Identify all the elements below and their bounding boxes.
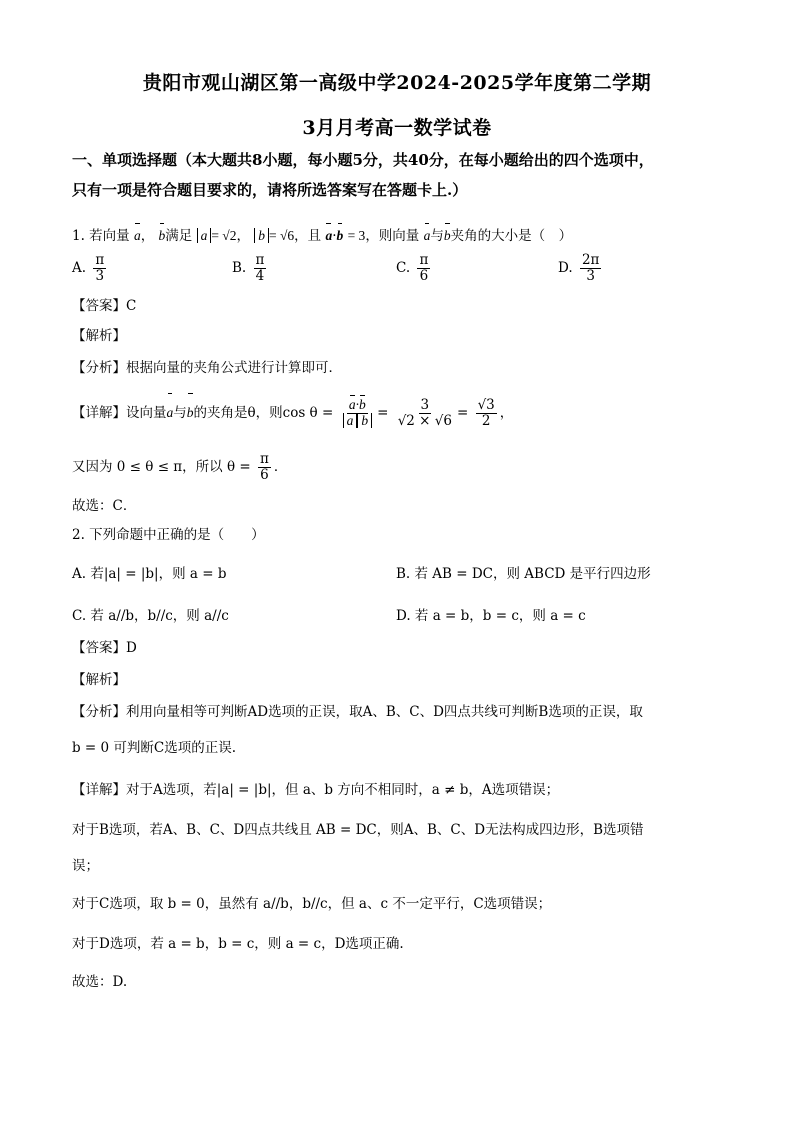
- q1-choice: 故选：C．: [72, 498, 137, 514]
- q2-detail-line4: 对于C选项，取 b = 0，虽然有 a//b，b//c，但 a、c 不一定平行，C选项错误；: [72, 896, 552, 912]
- q2-analysis-line2: b = 0 可判断C选项的正误.: [72, 740, 237, 756]
- q1-detail: 【详解】设向量a与b的夹角是θ，则cos θ = $\frac{a\cdot b}{\text{a b}}$ = $\frac{3}{√2 \times √6}$ = $\frac{√3}{2}$ ，: [72, 397, 514, 429]
- q2-answer: 【答案】D: [72, 640, 137, 656]
- section-heading-line1: 一、单项选择题（本大题共8小题，每小题5分，共40分，在每小题给出的四个选项中，: [72, 151, 654, 169]
- section-heading-line2: 只有一项是符合题目要求的，请将所选答案写在答题卡上.）: [72, 181, 468, 199]
- exam-title-line2: 3月月考高一数学试卷: [302, 117, 492, 139]
- q1-stem: 1. 若向量 a， b满足 a = √2， b = √6，且 a·b = 3，则向量 a与b夹角的大小是（ ）: [72, 228, 573, 244]
- q2-detail-line3: 误；: [72, 858, 99, 874]
- q2-choice: 故选：D.: [72, 974, 128, 990]
- q1-option-b: B. $\frac{\pi}{4}$: [232, 252, 265, 284]
- q2-analysis-head: 【解析】: [72, 672, 126, 688]
- q2-option-d: D. 若 a = b，b = c，则 a = c: [396, 608, 586, 624]
- q2-option-b: B. 若 AB = DC，则 ABCD 是平行四边形: [396, 566, 651, 582]
- q1-answer: 【答案】C: [72, 298, 137, 314]
- q2-option-a: A. 若|a| = |b|，则 a = b: [72, 566, 227, 582]
- q2-analysis-line1: 【分析】利用向量相等可判断AD选项的正误，取A、B、C、D四点共线可判断B选项的正误，取: [72, 704, 643, 720]
- exam-title-line1: 贵阳市观山湖区第一高级中学2024-2025学年度第二学期: [142, 72, 652, 94]
- q1-option-d: D. $\frac{2\pi}{3}$: [558, 252, 600, 284]
- q1-analysis: 【分析】根据向量的夹角公式进行计算即可．: [72, 360, 342, 376]
- q1-analysis-head: 【解析】: [72, 328, 126, 344]
- q1-detail-line2: 又因为 0 ≤ θ ≤ π，所以 θ = $\frac{\pi}{6}$ ．: [72, 451, 288, 483]
- q2-stem: 2. 下列命题中正确的是（ ）: [72, 527, 265, 543]
- q1-option-a: A. $\frac{\pi}{3}$: [72, 252, 105, 284]
- q2-option-c: C. 若 a//b，b//c，则 a//c: [72, 608, 229, 624]
- q1-option-c: C. $\frac{\pi}{6}$: [396, 252, 429, 284]
- q2-detail-line1: 【详解】对于A选项，若|a| = |b|，但 a、b 方向不相同时，a ≠ b，A选项错误；: [72, 782, 560, 798]
- q2-detail-line2: 对于B选项，若A、B、C、D四点共线且 AB = DC，则A、B、C、D无法构成四边形，B选项错: [72, 822, 644, 838]
- q2-detail-line5: 对于D选项，若 a = b，b = c，则 a = c，D选项正确.: [72, 936, 404, 952]
